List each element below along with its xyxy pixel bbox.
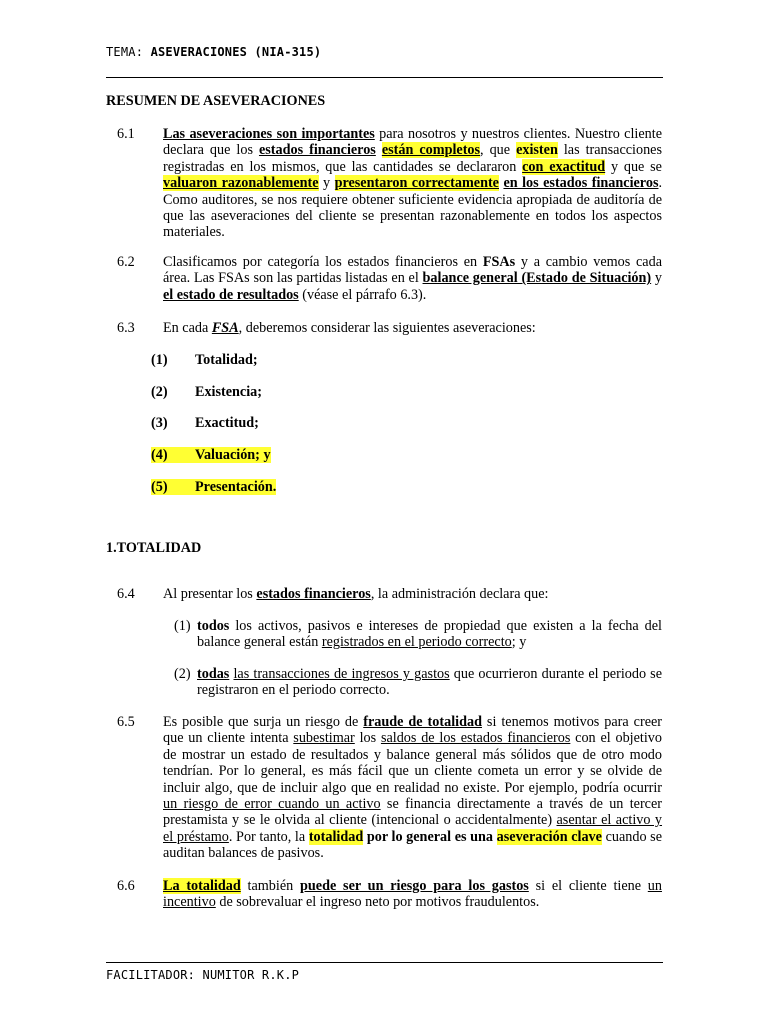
text: y [318,175,335,192]
underline: un incentivo [163,878,662,911]
underline: un riesgo de error cuando un activo [163,796,381,813]
list-item [151,384,262,400]
text: también [240,878,300,894]
list-number: (5) [151,479,195,495]
sub-item [174,666,662,699]
list-label: Valuación; y [195,447,271,463]
text: que ocurrieron durante el periodo se registraron en el periodo correcto. [197,666,662,699]
text: los activos, pasivos e intereses de propiedad que existen a la fecha del balance general están [197,618,662,651]
list-item [151,447,271,463]
text: y [651,270,663,287]
text: para nosotros y nuestros clientes. Nuestro cliente declara que los [163,126,662,159]
section-title: RESUMEN DE ASEVERACIONES [106,93,326,109]
text: , que [480,142,517,159]
paragraph-6-5 [163,714,662,862]
text: ; y [511,634,527,651]
list-label: Existencia; [195,384,262,400]
highlight: valuaron razonablemente [163,175,319,192]
list-item [151,352,258,368]
text: cuando se auditan balances de pasivos. [163,828,662,862]
header-topic: ASEVERACIONES (NIA-315) [150,45,322,59]
sub-number: (1) [174,618,191,634]
highlight: aseveración clave [496,828,602,845]
paragraph-number: 6.5 [117,714,135,730]
text: Es posible que surja un riesgo de [163,714,364,730]
paragraph-number: 6.4 [117,586,135,602]
footer-rule [106,962,663,963]
emphasis: estados financieros [258,142,376,159]
underline: las transacciones de ingresos y gastos [233,666,450,682]
underline: asentar el activo y el préstamo [163,812,663,845]
emphasis: por lo general es una [363,828,497,845]
paragraph-6-2 [163,254,662,303]
paragraph-number: 6.1 [117,126,135,142]
text: . Por tanto, la [228,828,309,845]
text: de sobrevaluar el ingreso neto por motivos fraudulentos. [215,894,540,911]
paragraph-number: 6.6 [117,878,135,894]
paragraph-6-6 [163,878,662,911]
highlight: existen [516,142,558,159]
text: , deberemos considerar las siguientes aseveraciones: [238,320,536,336]
underline: subestimar [293,730,355,747]
paragraph-6-4 [163,586,662,602]
text: Al presentar los [163,586,257,602]
emphasis: el estado de resultados [163,286,299,303]
list-number: (1) [151,352,168,368]
emphasis: en los estados financieros [503,175,659,192]
sub-item [174,618,662,651]
header-prefix: TEMA: [106,45,144,59]
paragraph-number: 6.2 [117,254,135,270]
text: Clasificamos por categoría los estados financieros en [163,254,483,270]
highlight: con exactitud [522,158,606,175]
list-number: (3) [151,415,168,431]
text: los [354,730,381,747]
text: con el objetivo de mostrar un estado de resultados y balance general más sólidos que de otro modo tendrían. Por lo general, es más fácil que un cliente cometa un error y se olvide de incluir algo, que de incluir algo que en realidad no existe. Por ejemplo, podría ocurrir [163,730,662,796]
highlight: totalidad [308,828,364,845]
list-item [151,479,276,495]
highlight: La totalidad [163,878,241,894]
section-title: 1.TOTALIDAD [106,540,202,556]
paragraph-6-1 [163,126,662,241]
text: . Como auditores, se nos requiere obtener suficiente evidencia apropiada de auditoría de que las aseveraciones del cliente se presentan razonablemente en todos los aspectos materiales. [163,175,663,241]
sub-number: (2) [174,666,191,682]
text: y que se [605,158,662,175]
paragraph-number: 6.3 [117,320,135,336]
emphasis: fraude de totalidad [363,714,482,730]
text: si el cliente tiene [528,878,648,894]
text: En cada [163,320,212,336]
page-footer: FACILITADOR: NUMITOR R.K.P [106,968,300,982]
list-label: Totalidad; [195,352,258,368]
text: y a cambio vemos cada área. Las FSAs son las partidas listadas en el [163,254,662,287]
underline: registrados en el periodo correcto [321,634,512,651]
header-rule [106,77,663,78]
text: si tenemos motivos para creer que un cliente intenta [163,714,663,747]
list-number: (2) [151,384,168,400]
list-number: (4) [151,447,195,463]
emphasis: puede ser un riesgo para los gastos [300,878,529,894]
page-header [106,44,321,60]
emphasis: FSA [211,320,239,336]
text: las transacciones registradas en los mismos, que las cantidades se declararon [163,142,662,175]
emphasis: estados financieros [256,586,371,602]
text: , la administración declara que: [370,586,549,602]
emphasis: todas [197,666,230,682]
list-item [151,415,259,431]
text: (véase el párrafo 6.3). [298,286,427,303]
highlight: presentaron correctamente [334,175,499,192]
list-label: Presentación. [195,479,277,495]
text: se financia directamente a través de un tercer prestamista y se le olvida al cliente (intencional o accidentalmente) [163,796,662,829]
emphasis: balance general (Estado de Situación) [422,270,652,287]
paragraph-6-3 [163,320,662,336]
emphasis: Las aseveraciones son importantes [163,126,375,142]
list-label: Exactitud; [195,415,259,431]
underline: saldos de los estados financieros [380,730,571,747]
emphasis: todos [197,618,230,634]
highlight: están completos [381,142,481,159]
emphasis: FSAs [482,254,516,270]
